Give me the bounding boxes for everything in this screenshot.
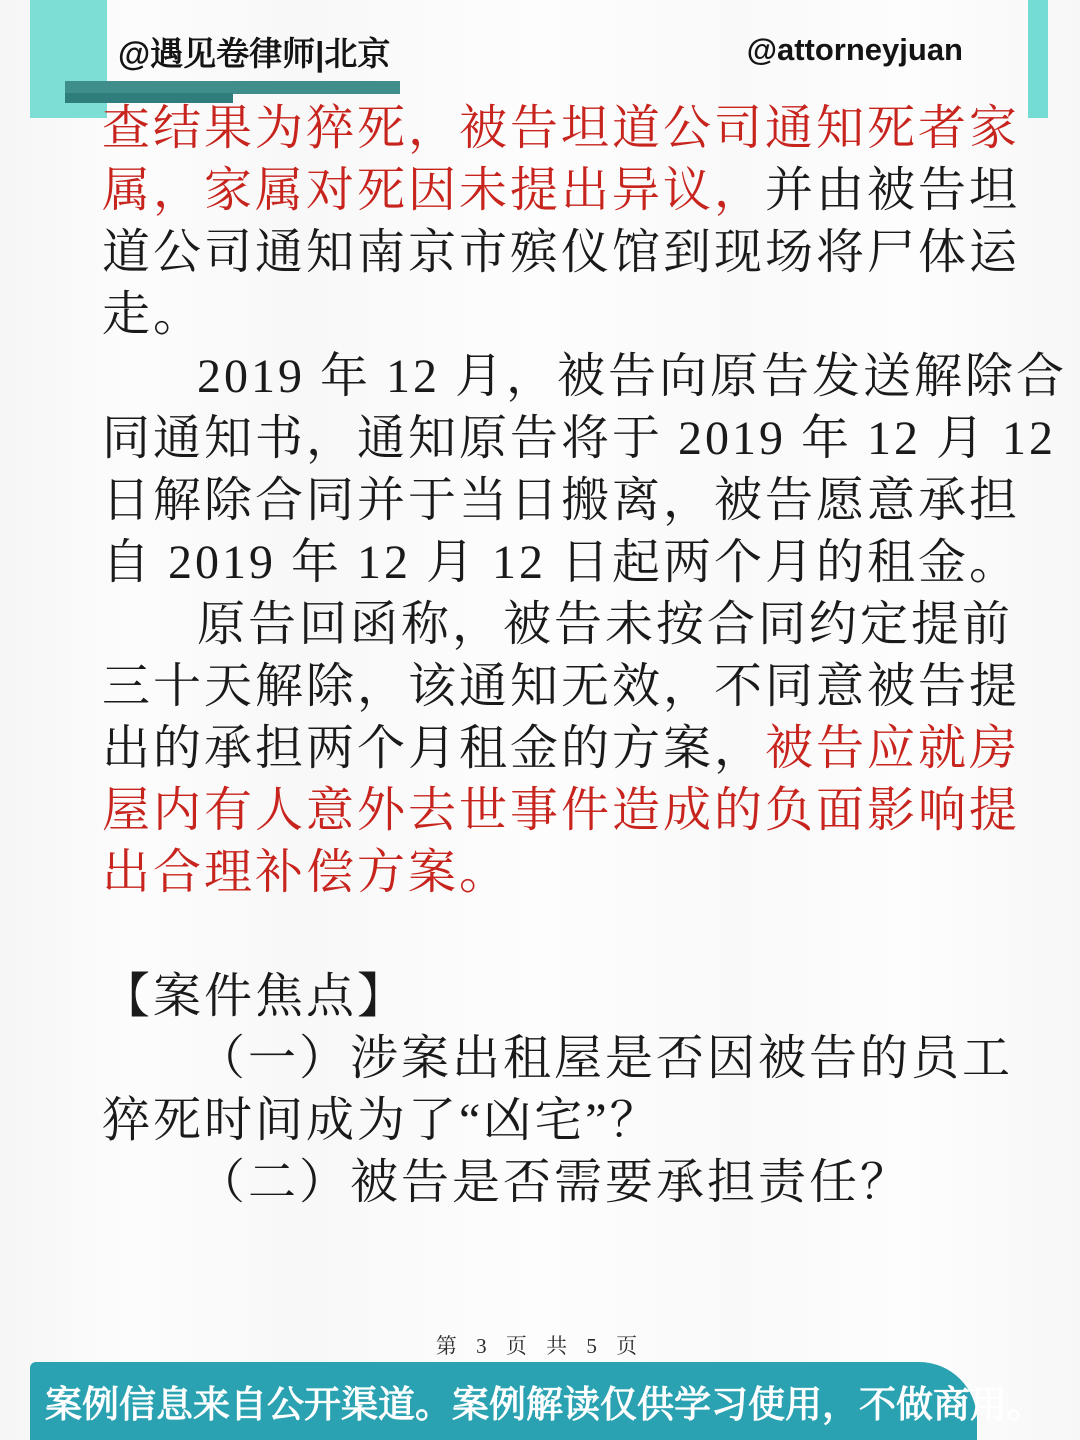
text-line: [102, 780, 1032, 842]
text-line: [102, 160, 1032, 222]
text-line: [102, 408, 1057, 470]
author-handle-right: @attorneyjuan: [746, 32, 963, 67]
text-segment: 出的承担两个月租金的方案，: [102, 722, 766, 775]
text-line: [102, 594, 1032, 656]
text-line: [102, 532, 1032, 594]
text-segment: 自 2019 年 12 月 12 日起两个月的租金。: [102, 536, 1021, 589]
text-line: [102, 1152, 1032, 1214]
text-segment: 猝死时间成为了“凶宅”？: [102, 1094, 661, 1147]
emphasis-text-segment: 出合理补偿方案。: [102, 846, 511, 899]
section-heading: [102, 966, 1032, 1028]
text-segment: 同通知书，通知原告将于 2019 年 12 月 12: [102, 412, 1057, 465]
emphasis-text-segment: 屋内有人意外去世事件造成的负面影响提: [102, 784, 1021, 837]
paragraph-gap: [102, 904, 1032, 966]
text-segment: 【案件焦点】: [102, 970, 409, 1023]
text-segment: 并由被告坦: [765, 164, 1021, 217]
text-line: [102, 98, 1032, 160]
text-line: [102, 346, 1068, 408]
text-line: [102, 1028, 1032, 1090]
disclaimer-text: 案例信息来自公开渠道。案例解读仅供学习使用，不做商用。: [45, 1384, 1044, 1425]
text-segment: （二）被告是否需要承担责任？: [197, 1156, 912, 1209]
text-line: [102, 656, 1032, 718]
emphasis-text-segment: 属，家属对死因未提出异议，: [102, 164, 766, 217]
text-segment: 走。: [102, 288, 205, 341]
text-line: [102, 284, 1032, 346]
text-line: [102, 1090, 1032, 1152]
text-segment: （一）涉案出租屋是否因被告的员工: [197, 1032, 1014, 1085]
text-segment: 原告回函称，被告未按合同约定提前: [197, 598, 1014, 651]
disclaimer-bar: [30, 1362, 1044, 1440]
text-line: [102, 470, 1032, 532]
emphasis-text-segment: 被告应就房: [765, 722, 1021, 775]
page-indicator: 第 3 页 共 5 页: [435, 1334, 645, 1358]
text-segment: 2019 年 12 月，被告向原告发送解除合: [197, 350, 1068, 403]
author-handle-left: @遇见卷律师|北京: [118, 35, 391, 72]
body-text: [102, 98, 1068, 1214]
text-line: [102, 222, 1032, 284]
text-segment: 道公司通知南京市殡仪馆到现场将尸体运: [102, 226, 1021, 279]
text-line: [102, 718, 1032, 780]
text-segment: 日解除合同并于当日搬离，被告愿意承担: [102, 474, 1021, 527]
emphasis-text-segment: 查结果为猝死，被告坦道公司通知死者家: [102, 102, 1021, 155]
text-line: [102, 842, 1032, 904]
text-segment: 三十天解除，该通知无效，不同意被告提: [102, 660, 1021, 713]
